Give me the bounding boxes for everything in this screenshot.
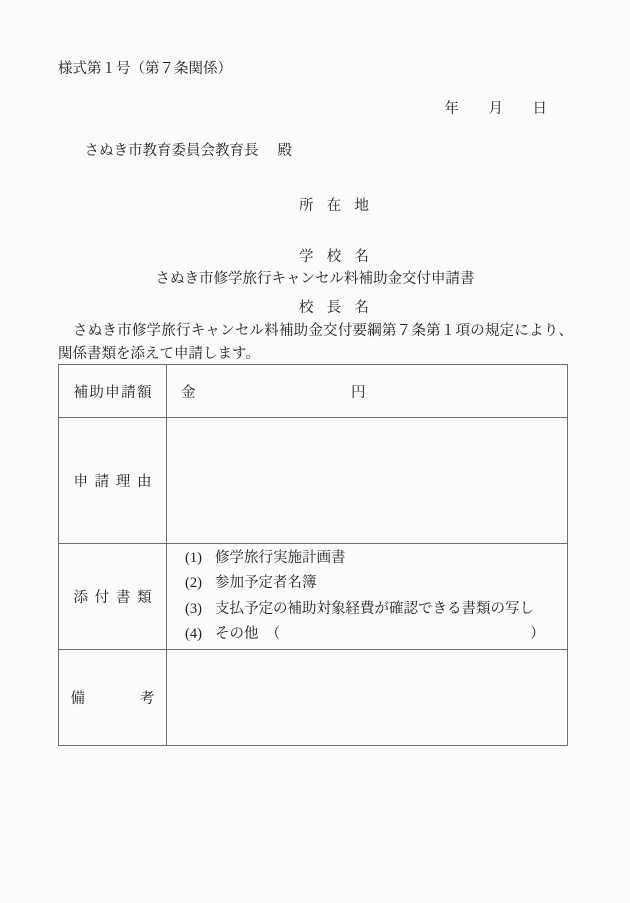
application-form-table — [58, 364, 568, 746]
sender-school-char-3: 名 — [354, 249, 369, 265]
attachment-other-close-paren: ） — [530, 625, 545, 642]
sender-school-char-1: 学 — [299, 249, 314, 265]
date-month-label: 月 — [488, 100, 503, 117]
attachment-text: 参加予定者名簿 — [215, 575, 317, 592]
table-row-remarks — [59, 650, 568, 746]
list-item — [185, 546, 567, 571]
addressee-name: さぬき市教育委員会教育長 — [84, 142, 259, 159]
row-value-remarks[interactable] — [167, 650, 568, 746]
attachment-number: (4) — [185, 625, 202, 642]
date-line — [430, 87, 547, 131]
page-title: さぬき市修学旅行キャンセル料補助金交付申請書 — [155, 271, 475, 287]
sender-address-char-3: 地 — [354, 198, 369, 214]
sender-address-char-1: 所 — [299, 198, 314, 214]
table-row-amount — [59, 365, 568, 418]
row-label-attachments: 添付書類 — [59, 544, 167, 650]
attachment-text: その他 （ — [215, 625, 281, 642]
table-row-reason — [59, 418, 568, 544]
sender-field-address — [299, 199, 369, 214]
currency-suffix: 円 — [351, 384, 366, 401]
attachment-text: 修学旅行実施計画書 — [215, 549, 346, 566]
table-row-attachments — [59, 544, 568, 650]
amount-entry — [181, 381, 567, 402]
sender-principal-char-3: 名 — [354, 300, 369, 316]
sender-address-char-2: 在 — [326, 198, 342, 214]
form-number: 様式第１号（第７条関係） — [58, 61, 232, 77]
list-item — [185, 571, 567, 596]
attachment-number: (2) — [185, 575, 202, 592]
sender-field-principal-name — [299, 301, 369, 316]
sender-block — [299, 170, 369, 345]
list-item[interactable] — [185, 622, 567, 647]
attachment-number: (1) — [185, 549, 202, 566]
currency-prefix: 金 — [181, 384, 196, 401]
addressee-honorific: 殿 — [277, 142, 292, 159]
body-paragraph: さぬき市修学旅行キャンセル料補助金交付要綱第７条第１項の規定により、関係書類を添えて申請します。 — [58, 323, 573, 363]
list-item — [185, 597, 567, 622]
date-day-label: 日 — [532, 100, 547, 117]
attachment-list — [181, 546, 567, 648]
row-value-amount[interactable] — [167, 365, 568, 418]
date-year-label: 年 — [444, 100, 459, 117]
addressee-line — [70, 129, 292, 173]
sender-principal-char-2: 長 — [326, 300, 342, 316]
row-label-amount: 補助申請額 — [59, 365, 167, 418]
sender-field-school-name — [299, 250, 369, 265]
row-label-reason: 申請理由 — [59, 418, 167, 544]
sender-school-char-2: 校 — [326, 249, 342, 265]
row-value-attachments — [167, 544, 568, 650]
attachment-number: (3) — [185, 600, 202, 617]
row-label-remarks: 備考 — [59, 650, 167, 746]
attachment-text: 支払予定の補助対象経費が確認できる書類の写し — [215, 600, 534, 617]
row-value-reason[interactable] — [167, 418, 568, 544]
sender-principal-char-1: 校 — [299, 300, 314, 316]
